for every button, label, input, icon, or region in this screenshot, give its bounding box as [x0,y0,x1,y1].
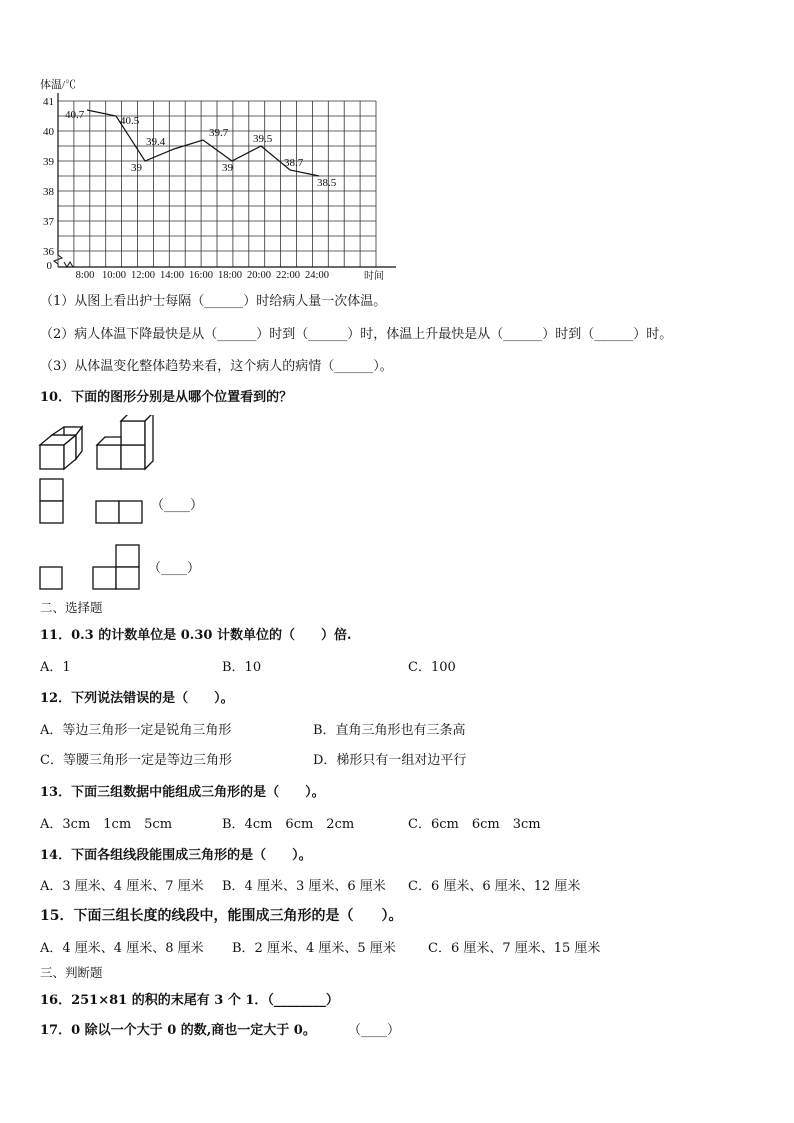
q14-option-c[interactable]: C．6 厘米、6 厘米、12 厘米 [408,879,581,894]
section-3-title: 三、判断题 [40,965,103,980]
data-label: 39.7 [209,127,229,139]
q12-option-a[interactable]: A．等边三角形一定是锐角三角形 [40,723,232,738]
view-vertical-two [40,479,63,523]
x-tick-label: 16:00 [189,270,213,281]
view-single-square [40,567,62,589]
q17-blank[interactable]: （____） [348,1023,401,1038]
y-tick-label: 39 [43,156,54,168]
y-tick-label: 38 [43,186,54,198]
q9-sub2: （2）病人体温下降最快是从（______）时到（______）时，体温上升最快是从（______）时到（______）时。 [40,327,673,342]
q10-blank-1[interactable]: （____） [151,498,204,513]
q11-title: 11．0.3 的计数单位是 0.30 计数单位的（ ）倍. [40,628,352,643]
q13-option-c[interactable]: C．6cm 6cm 3cm [408,817,541,832]
q14-option-b[interactable]: B．4 厘米、3 厘米、6 厘米 [222,879,386,894]
x-tick-label: 22:00 [276,270,300,281]
data-label: 39.5 [253,133,273,145]
x-tick-label: 24:00 [305,270,329,281]
q11-option-a[interactable]: A．1 [40,660,71,675]
data-label: 40.5 [120,115,140,127]
q15-title: 15．下面三组长度的线段中，能围成三角形的是（ ）。 [40,908,403,924]
q13-title: 13．下面三组数据中能组成三角形的是（ ）。 [40,785,325,800]
q17-title: 17．0 除以一个大于 0 的数,商也一定大于 0。 [40,1023,316,1038]
data-label: 39.4 [146,136,166,148]
q10-title: 10．下面的图形分别是从哪个位置看到的？ [40,390,293,405]
q15-option-a[interactable]: A．4 厘米、4 厘米、8 厘米 [40,941,204,956]
temperature-line-chart [0,0,420,290]
y-tick-label: 37 [43,216,54,228]
q12-option-c[interactable]: C．等腰三角形一定是等边三角形 [40,753,232,768]
y-tick-label: 0 [46,260,52,272]
y-axis-label: 体温/℃ [40,79,77,91]
q16-title: 16．251×81 的积的末尾有 3 个 1．（________） [40,993,339,1008]
q15-option-b[interactable]: B．2 厘米、4 厘米、5 厘米 [232,941,396,956]
x-tick-label: 14:00 [160,270,184,281]
x-tick-label: 20:00 [247,270,271,281]
q9-sub3: （3）从体温变化整体趋势来看，这个病人的病情（______）。 [40,359,393,374]
q10-blank-2[interactable]: （____） [148,561,201,576]
q14-option-a[interactable]: A．3 厘米、4 厘米、7 厘米 [40,879,204,894]
y-tick-label: 40 [43,126,54,138]
q13-option-a[interactable]: A．3cm 1cm 5cm [40,817,173,832]
x-tick-label: 10:00 [102,270,126,281]
x-axis-label: 时间 [364,271,384,282]
data-label: 39 [131,162,142,174]
q12-option-d[interactable]: D．梯形只有一组对边平行 [313,753,467,768]
cube-solid-1 [40,427,82,469]
x-tick-label: 12:00 [131,270,155,281]
q13-option-b[interactable]: B．4cm 6cm 2cm [222,817,355,832]
data-label: 38.7 [284,157,304,169]
data-label: 39 [222,162,233,174]
view-horizontal-two [96,501,142,523]
q9-sub1: （1）从图上看出护士每隔（______）时给病人量一次体温。 [40,294,387,309]
y-tick-label: 41 [43,96,54,108]
q12-title: 12．下列说法错误的是（ ）。 [40,691,234,706]
cube-solid-2 [97,415,153,469]
section-2-title: 二、选择题 [40,600,103,615]
view-l-shape [93,545,139,589]
q12-option-b[interactable]: B．直角三角形也有三条高 [313,723,466,738]
x-tick-label: 18:00 [218,270,242,281]
y-tick-label: 36 [43,246,54,258]
chart-tick-labels [43,96,329,281]
q11-option-c[interactable]: C．100 [408,660,456,675]
data-label: 38.5 [317,177,337,189]
x-tick-label: 8:00 [75,270,95,281]
q15-option-c[interactable]: C．6 厘米、7 厘米、15 厘米 [428,941,601,956]
x-axis-break [64,262,73,267]
data-label: 40.7 [65,109,85,121]
q11-option-b[interactable]: B．10 [222,660,262,675]
q14-title: 14．下面各组线段能围成三角形的是（ ）。 [40,848,312,863]
